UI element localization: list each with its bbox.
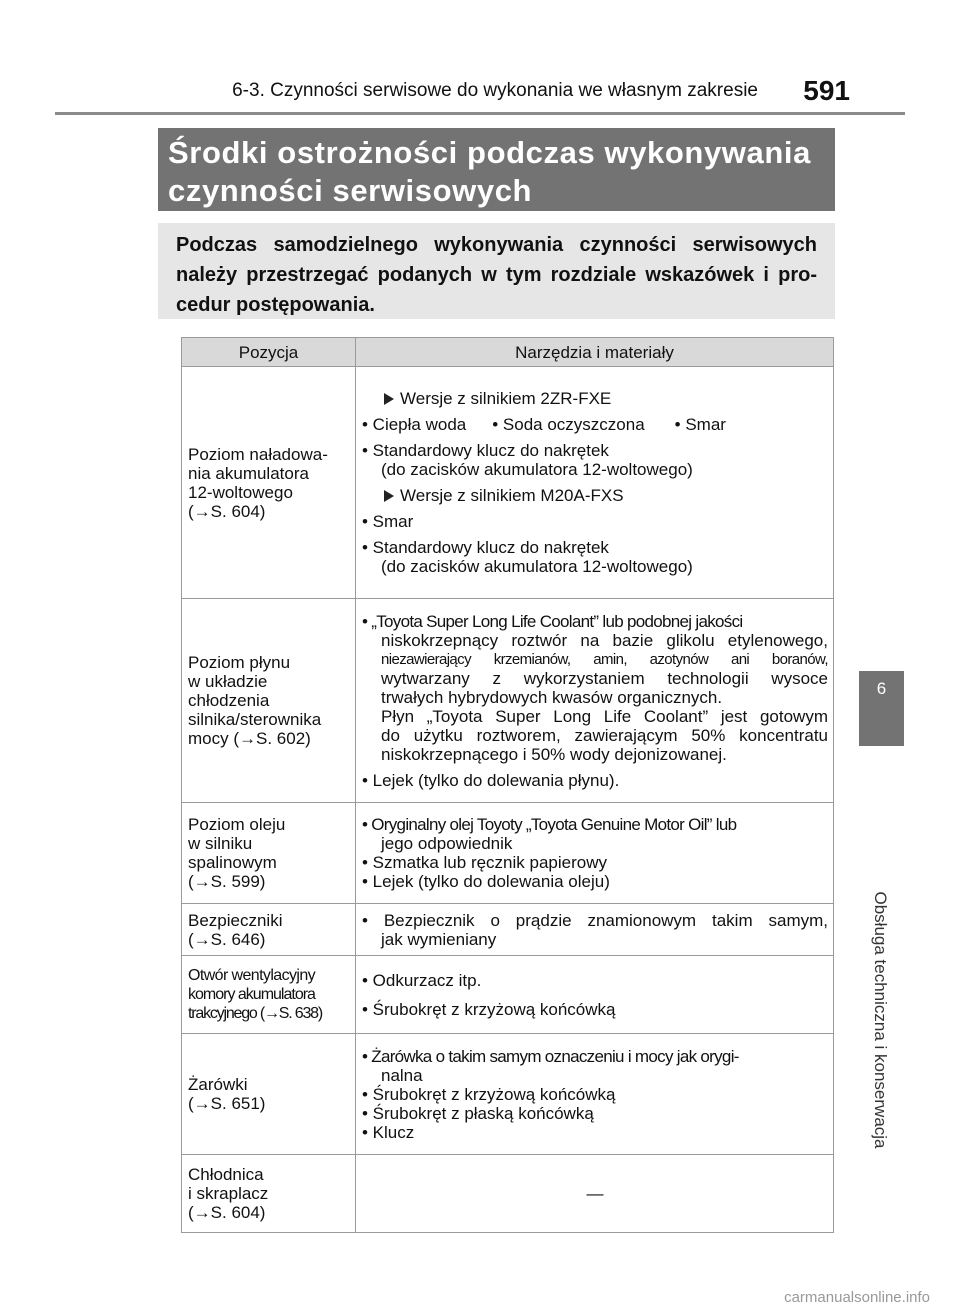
list-item: • „Toyota Super Long Life Coolant” lub podobnej jakości: [362, 611, 743, 631]
list-item: • Szmatka lub ręcznik papierowy: [362, 853, 607, 872]
list-item: • Śrubokręt z płaską końcówką: [362, 1103, 594, 1123]
position-line: Otwór wentylacyjny: [188, 967, 316, 984]
list-item-continuation: jego odpowiednik: [381, 834, 513, 853]
list-item: • Odkurzacz itp.: [362, 970, 482, 990]
position-line: Chłodnica: [188, 1165, 264, 1184]
list-item-continuation: (do zacisków akumulatora 12-woltowego): [381, 557, 693, 576]
position-line: silnika/sterownika: [188, 710, 322, 729]
chapter-number: 6: [876, 679, 887, 698]
list-item-continuation: nalna: [381, 1065, 423, 1085]
list-item: • Ciepła woda • Soda oczyszczona • Smar: [362, 415, 726, 434]
chapter-label-text: Obsługa techniczna i konserwacja: [871, 891, 890, 1149]
list-item-continuation: Płyn „Toyota Super Long Life Coolant” jest gotowym: [381, 706, 828, 726]
intro-box: [158, 223, 835, 319]
list-item-continuation: trwałych hybrydowych kwasów organicznych.: [381, 687, 723, 707]
list-item: • Oryginalny olej Toyoty „Toyota Genuine Motor Oil” lub: [362, 815, 737, 834]
position-line: (→S. 604): [188, 501, 266, 521]
row-tools-battery: [356, 367, 834, 599]
list-item-continuation: jak wymieniany: [381, 929, 497, 949]
list-item: • Żarówka o takim samym oznaczeniu i mocy jak orygi-: [362, 1046, 739, 1066]
section-title: [158, 128, 835, 211]
row-tools-radiator: [356, 1155, 834, 1233]
table-row: [182, 599, 834, 803]
chapter-tab: [859, 671, 904, 746]
position-line: (→S. 646): [188, 929, 266, 949]
position-line: spalinowym: [188, 853, 277, 872]
list-item: • Smar: [362, 512, 414, 531]
row-tools-bulbs: [356, 1034, 834, 1155]
position-line: Poziom oleju: [188, 815, 286, 834]
header-rule: [55, 112, 905, 115]
section-title-line-2: czynności serwisowych: [168, 173, 533, 208]
row-position-battery: [182, 367, 356, 599]
position-line: (→S. 651): [188, 1094, 266, 1113]
list-item: • Klucz: [362, 1122, 415, 1142]
maintenance-table: [181, 337, 834, 1233]
row-tools-coolant: [356, 599, 834, 803]
table-row: [182, 1155, 834, 1233]
position-line: mocy (→S. 602): [188, 729, 311, 748]
list-item: • Lejek (tylko do dolewania płynu).: [362, 770, 620, 790]
list-item-continuation: do użytku roztworem, zawierającym 50% koncentratu: [381, 725, 828, 745]
list-item-continuation: niskokrzepnący roztwór na bazie glikolu etylenowego,: [381, 630, 828, 650]
section-title-line-1: Środki ostrożności podczas wykonywania: [168, 135, 811, 170]
triangle-bullet-icon: [384, 490, 394, 502]
row-tools-fuses: [356, 904, 834, 956]
watermark: carmanualsonline.info: [784, 1289, 930, 1306]
position-line: trakcyjnego (→S. 638): [188, 1005, 322, 1022]
list-item-continuation: niezawierający krzemianów, amin, azotynów ani boranów,: [381, 650, 828, 668]
list-item-continuation: wytwarzany z wykorzystaniem technologii wysoce: [381, 668, 828, 688]
row-position-radiator: [182, 1155, 356, 1233]
position-line: w silniku: [188, 834, 253, 853]
column-header-tools: Narzędzia i materiały: [356, 338, 834, 367]
list-item-continuation: (do zacisków akumulatora 12-woltowego): [381, 460, 693, 479]
list-item: • Lejek (tylko do dolewania oleju): [362, 872, 610, 891]
page-number: 591: [803, 75, 850, 106]
position-line: chłodzenia: [188, 691, 270, 710]
table-row: [182, 956, 834, 1034]
list-item: • Bezpiecznik o prądzie znamionowym takim samym,: [362, 910, 828, 930]
empty-dash: —: [586, 1184, 604, 1203]
position-line: Bezpieczniki: [188, 910, 283, 930]
variant-heading: Wersje z silnikiem 2ZR-FXE: [362, 389, 828, 408]
table-row: [182, 803, 834, 904]
row-tools-oil: [356, 803, 834, 904]
intro-line-2: należy przestrzegać podanych w tym rozdziale wskazówek i pro-: [176, 264, 817, 286]
triangle-bullet-icon: [384, 393, 394, 405]
position-line: 12-woltowego: [188, 482, 293, 502]
intro-line-1: Podczas samodzielnego wykonywania czynności serwisowych: [176, 234, 817, 256]
position-line: Poziom płynu: [188, 653, 291, 672]
list-item: • Śrubokręt z krzyżową końcówką: [362, 999, 616, 1019]
table-row: [182, 367, 834, 599]
intro-line-3: cedur postępowania.: [176, 294, 375, 316]
position-line: komory akumulatora: [188, 986, 315, 1003]
row-position-oil: [182, 803, 356, 904]
row-position-fuses: [182, 904, 356, 956]
column-header-position: Pozycja: [182, 338, 356, 367]
list-item-continuation: niskokrzepnącego i 50% wody dejonizowanej.: [381, 744, 727, 764]
list-item: • Standardowy klucz do nakrętek: [362, 441, 609, 460]
row-tools-battery-vent: [356, 956, 834, 1034]
position-line: (→S. 599): [188, 872, 266, 891]
row-position-bulbs: [182, 1034, 356, 1155]
list-item: • Standardowy klucz do nakrętek: [362, 538, 609, 557]
list-item: • Śrubokręt z krzyżową końcówką: [362, 1084, 616, 1104]
table-header-row: [182, 338, 834, 367]
position-line: Żarówki: [188, 1075, 248, 1094]
position-line: w układzie: [188, 672, 268, 691]
row-position-battery-vent: [182, 956, 356, 1034]
row-position-coolant: [182, 599, 356, 803]
table-row: [182, 904, 834, 956]
position-line: (→S. 604): [188, 1203, 266, 1222]
position-line: nia akumulatora: [188, 463, 309, 483]
table-row: [182, 1034, 834, 1155]
position-line: i skraplacz: [188, 1184, 269, 1203]
position-line: Poziom naładowa-: [188, 444, 328, 464]
variant-heading: Wersje z silnikiem M20A-FXS: [362, 486, 828, 505]
running-header-section: 6-3. Czynności serwisowe do wykonania we własnym zakresie: [232, 80, 758, 101]
